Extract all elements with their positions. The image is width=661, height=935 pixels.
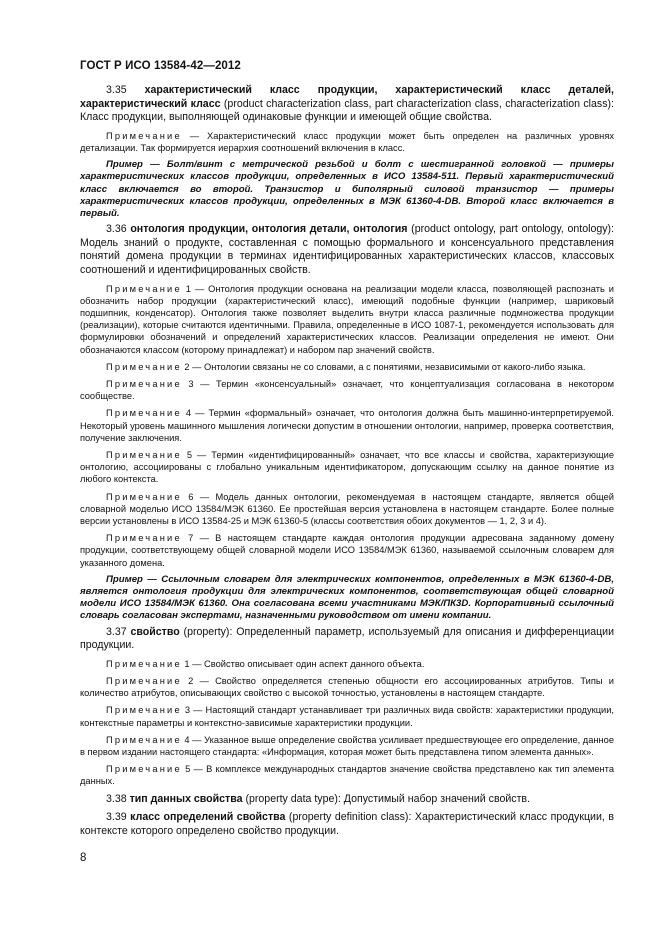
note: Примечание 4 — Указанное выше определение свойства усиливает предшествующее его определение, данное в первом издании настоящего стандарта: «Информация, которая может быть представлена типом элемента данных».: [80, 734, 614, 758]
note: Примечание 2 — Онтологии связаны не со словами, а с понятиями, независимыми от какого-либо языка.: [106, 361, 586, 372]
term-name: класс определений свойства: [130, 811, 286, 824]
note: Примечание 6 — Модель данных онтологии, рекомендуемая в настоящем стандарте, является общей словарной моделью ИСО 13584/МЭК 61360. Ее простейшая версия установлена в настоящем стандарте. Более полные версии установлены в ИСО 13584-25 и МЭК 61360-5 (классы соответствия обоих документов — 1, 2, 3 и 4).: [80, 491, 614, 527]
example: Пример — Болт/винт с метрической резьбой и болт с шестигранной головкой — примеры характеристических классов продукции, определенных в ИСО 13584-511. Первый характеристический класс включается во второй. Транзистор и биполярный силовой транзистор — примеры характеристических классов продукции, определенных в МЭК 61360-4-DB. Второй класс включается в первый.: [80, 159, 614, 219]
note: Примечание 7 — В настоящем стандарте каждая онтология продукции адресована заданному домену продукции, соответствующему общей словарной модели ИСО 13584/МЭК 61360, называемой ссылочным словарем для указанного домена.: [80, 533, 614, 568]
note: Примечание 1 — Свойство описывает один аспект данного объекта.: [106, 658, 425, 669]
term-name: тип данных свойства: [129, 792, 243, 805]
note: Примечание 3 — Термин «консенсуальный» означает, что концептуализация согласована в некотором сообществе.: [80, 379, 614, 402]
note: Примечание 3 — Настоящий стандарт устанавливает три различных вида свойств: характеристики продукции, контекстные параметры и контекстно-зависимые характеристики продукции.: [80, 705, 614, 728]
term-3-37: 3.37 свойство (property): Определенный параметр, используемый для описания и дифференциации продукции.: [80, 625, 614, 652]
term-3-39: 3.39 класс определений свойства (property definition class): Характеристический класс продукции, в контексте которого определено свойство продукции.: [80, 811, 614, 837]
note: Примечание — Характеристический класс продукции может быть определен на различных уровнях детализации. Так формируется иерархия соотношений включения в класс.: [80, 130, 614, 153]
term-3-38: 3.38 тип данных свойства (property data type): Допустимый набор значений свойств.: [106, 792, 530, 805]
term-3-35: 3.35 характеристический класс продукции, характеристический класс деталей, характеристический класс (product characterization class, part characterization class, characterization class): Класс продукции, выполняющей одинаковые функции и имеющей общие свойства.: [80, 84, 614, 124]
term-name: онтология продукции, онтология детали, онтология: [130, 223, 408, 236]
page-number: 8: [80, 852, 87, 864]
document-header: ГОСТ Р ИСО 13584-42—2012: [80, 60, 241, 72]
document-body: [80, 84, 614, 843]
term-3-36: 3.36 онтология продукции, онтология детали, онтология (product ontology, part ontology, ontology): Модель знаний о продукте, составленная с помощью формального и консенсуального представления понятий домена продукции в терминах идентифицированных характеристических классов, классовых соотношений и идентифицированных свойств.: [80, 223, 615, 276]
note: Примечание 4 — Термин «формальный» означает, что онтология должна быть машинно-интерпретируемой. Некоторый уровень машинного мышления логически допустим в отношении онтологии, например, проверка соответствия, получение заключения.: [80, 408, 614, 443]
note: Примечание 5 — Термин «идентифицированный» означает, что все классы и свойства, характеризующие онтологию, ассоциированы с глобально уникальным идентификатором, допускающим ссылку на данное понятие из любого контекста.: [80, 450, 614, 485]
term-name: свойство: [130, 625, 180, 638]
note: Примечание 1 — Онтология продукции основана на реализации модели класса, позволяющей распознать и обозначить набор продукции (характеристический класс), имеющий подобные функции (например, шариковый подшипник, конденсатор). Онтология также позволяет выделить внутри класса различные подмножества продукции (реализации), которые считаются идентичными. Правила, определенные в ИСО 1087-1, рекомендуется использовать для формулировки обозначений и определений характеристических классов. Реализации определения не имеют. Они обозначаются классом (которому принадлежат) и набором пар значений свойств.: [80, 283, 614, 355]
note: Примечание 2 — Свойство определяется степенью общности его ассоциированных атрибутов. Типы и количество атрибутов, описывающих свойство с высокой точностью, установлены в настоящем стандарте.: [80, 676, 614, 699]
note: Примечание 5 — В комплексе международных стандартов значение свойства представлено как тип элемента данных.: [80, 764, 614, 787]
example: Пример — Ссылочным словарем для электрических компонентов, определенных в МЭК 61360-4-DB, является онтология продукции для электрических компонентов, соответствующая общей словарной модели ИСО 13584/МЭК 61360. Она согласована всеми участниками МЭК/ПК3D. Корпоративный ссылочный словарь согласован экспертами, назначенными руководством от имени компании.: [80, 573, 614, 622]
term-name: характеристический класс продукции, характеристический класс деталей, характеристический класс: [80, 84, 614, 110]
